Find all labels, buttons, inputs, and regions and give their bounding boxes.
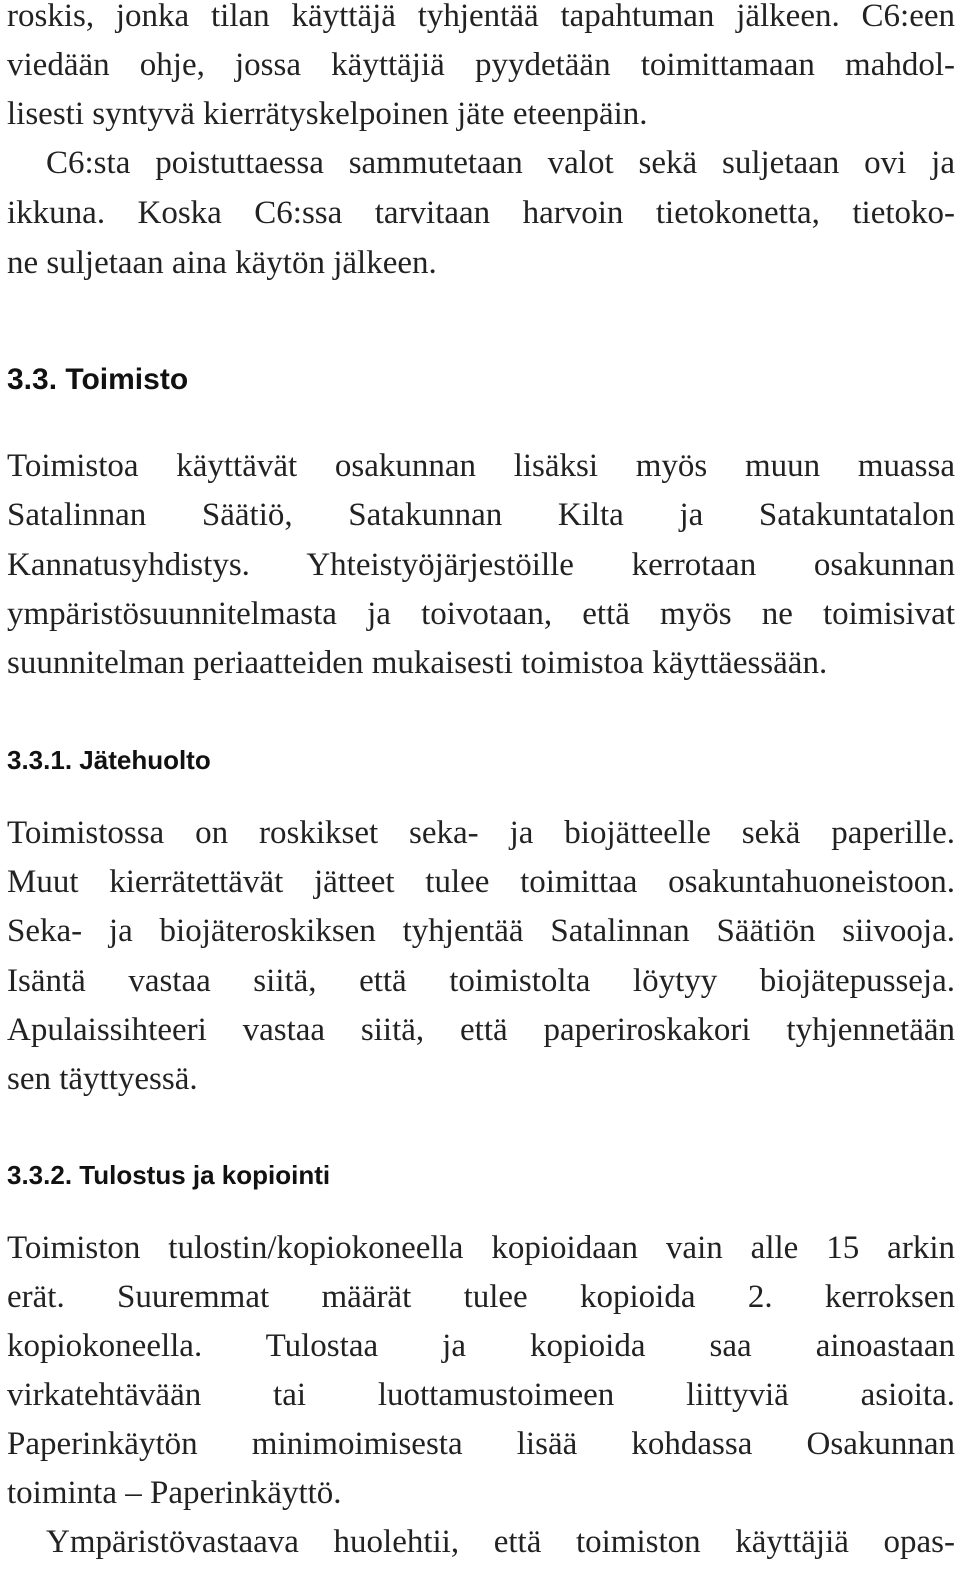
section-heading-3-3: 3.3. Toimisto (7, 363, 189, 396)
section-3-3-2-line-1: Toimiston tulostin/kopiokoneella kopioidaan vain alle 15 arkin (7, 1230, 955, 1266)
paragraph-1-line-2: viedään ohje, jossa käyttäjiä pyydetään toimittamaan mahdol- (7, 47, 955, 83)
paragraph-1-line-3: lisesti syntyvä kierrätyskelpoinen jäte eteenpäin. (7, 96, 648, 132)
section-3-3-1-line-5: Apulaissihteeri vastaa siitä, että paperiroskakori tyhjennetään (7, 1012, 955, 1048)
section-3-3-2-line-6: toiminta – Paperinkäyttö. (7, 1475, 342, 1511)
paragraph-1-line-1: roskis, jonka tilan käyttäjä tyhjentää tapahtuman jälkeen. C6:een (7, 0, 955, 34)
section-3-3-2-line-5: Paperinkäytön minimoimisesta lisää kohdassa Osakunnan (7, 1426, 955, 1462)
section-3-3-1-line-2: Muut kierrätettävät jätteet tulee toimittaa osakuntahuoneistoon. (7, 864, 955, 900)
section-3-3-1-line-3: Seka- ja biojäteroskiksen tyhjentää Satalinnan Säätiön siivooja. (7, 913, 955, 949)
paragraph-2-line-1: C6:sta poistuttaessa sammutetaan valot sekä suljetaan ovi ja (46, 145, 955, 181)
section-3-3-2-line-2: erät. Suuremmat määrät tulee kopioida 2. kerroksen (7, 1279, 955, 1315)
section-3-3-2-line-7: Ympäristövastaava huolehtii, että toimiston käyttäjiä opas- (46, 1524, 955, 1560)
section-3-3-1-line-4: Isäntä vastaa siitä, että toimistolta löytyy biojätepusseja. (7, 963, 955, 999)
section-3-3-line-5: suunnitelman periaatteiden mukaisesti toimistoa käyttäessään. (7, 645, 828, 681)
section-3-3-2-line-3: kopiokoneella. Tulostaa ja kopioida saa ainoastaan (7, 1328, 955, 1364)
paragraph-2-line-3: ne suljetaan aina käytön jälkeen. (7, 245, 437, 281)
section-3-3-line-1: Toimistoa käyttävät osakunnan lisäksi myös muun muassa (7, 448, 955, 484)
section-3-3-line-3: Kannatusyhdistys. Yhteistyöjärjestöille kerrotaan osakunnan (7, 547, 955, 583)
section-heading-3-3-2: 3.3.2. Tulostus ja kopiointi (7, 1160, 331, 1190)
section-heading-3-3-1: 3.3.1. Jätehuolto (7, 745, 211, 775)
section-3-3-1-line-6: sen täyttyessä. (7, 1061, 198, 1097)
section-3-3-1-line-1: Toimistossa on roskikset seka- ja biojätteelle sekä paperille. (7, 815, 955, 851)
section-3-3-line-4: ympäristösuunnitelmasta ja toivotaan, että myös ne toimisivat (7, 596, 955, 632)
section-3-3-2-line-4: virkatehtävään tai luottamustoimeen liittyviä asioita. (7, 1377, 955, 1413)
paragraph-2-line-2: ikkuna. Koska C6:ssa tarvitaan harvoin tietokonetta, tietoko- (7, 195, 955, 231)
section-3-3-line-2: Satalinnan Säätiö, Satakunnan Kilta ja Satakuntatalon (7, 497, 955, 533)
